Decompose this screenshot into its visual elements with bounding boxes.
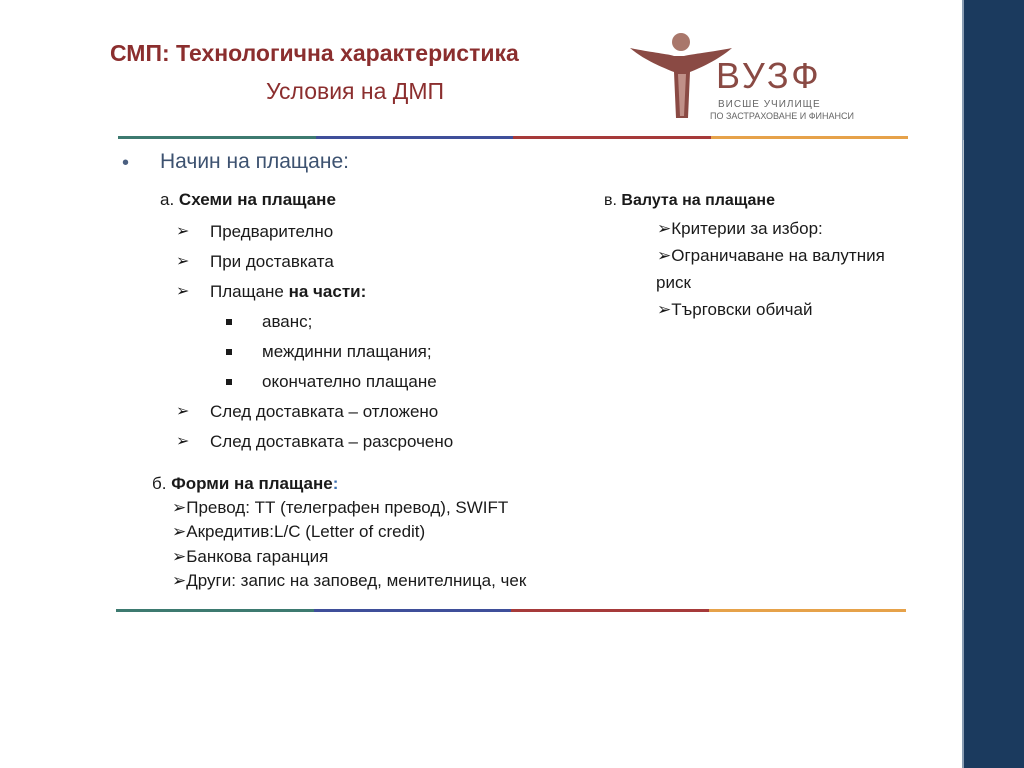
section-b-heading	[152, 474, 338, 494]
section-a-title: Схеми на плащане	[178, 190, 336, 209]
section-b-item: ➢Банкова гаранция	[172, 547, 329, 566]
section-v-heading	[604, 192, 775, 210]
logo-subtitle-1: ВИСШЕ УЧИЛИЩЕ	[718, 99, 821, 110]
square-bullet-icon	[226, 379, 232, 385]
logo-subtitle-2: ПО ЗАСТРАХОВАНЕ И ФИНАНСИ	[710, 111, 854, 121]
sub-item: аванс;	[262, 312, 313, 331]
sub-item: окончателно плащане	[262, 372, 437, 391]
bullet-icon: •	[122, 152, 130, 174]
section-b-item: ➢Превод: ТТ (телеграфен превод), SWIFT	[172, 498, 509, 517]
section-a-item: При доставката	[210, 252, 334, 271]
section-v-item: ➢Ограничаване на валутния	[657, 246, 885, 265]
sub-item: междинни плащания;	[262, 342, 432, 361]
arrow-icon: ➢	[176, 223, 190, 240]
arrow-icon: ➢	[176, 283, 190, 300]
logo-head-icon	[672, 33, 690, 51]
logo-name: ВУЗФ	[716, 55, 822, 96]
arrow-icon: ➢	[176, 403, 190, 420]
section-v-item: ➢Критерии за избор:	[657, 219, 823, 238]
frame-line	[963, 140, 964, 610]
item3-prefix: Плащане	[210, 282, 289, 301]
section-b-title: Форми на плащане	[171, 474, 333, 493]
arrow-icon: ➢	[176, 253, 190, 270]
section-a-item: След доставката – отложено	[210, 402, 439, 421]
section-a-item	[210, 282, 366, 302]
square-bullet-icon	[226, 319, 232, 325]
section-v-prefix: в.	[604, 192, 617, 209]
vuzf-logo	[628, 30, 908, 130]
section-b-item: ➢Акредитив:L/C (Letter of credit)	[172, 522, 426, 541]
section-a-prefix: а.	[160, 190, 175, 209]
section-a-item: Предварително	[210, 222, 334, 241]
top-divider	[118, 136, 908, 139]
section-b-prefix: б.	[152, 474, 167, 493]
section-v-title: Валута на плащане	[621, 192, 775, 209]
slide-title: СМП: Технологична характеристика	[110, 40, 519, 66]
section-b-item: ➢Други: запис на заповед, менителница, чек	[172, 571, 527, 590]
square-bullet-icon	[226, 349, 232, 355]
bottom-divider	[116, 609, 906, 612]
arrow-icon: ➢	[176, 433, 190, 450]
section-a-item: След доставката – разсрочено	[210, 432, 454, 451]
right-decorative-bar	[962, 0, 1024, 768]
section-v-item: ➢Търговски обичай	[657, 300, 813, 319]
section-a-heading	[160, 190, 336, 210]
slide-subtitle: Условия на ДМП	[265, 78, 445, 104]
section-v-item-cont: риск	[656, 273, 691, 292]
section-b-colon: :	[332, 474, 339, 493]
item3-bold: на части:	[288, 282, 367, 301]
main-bullet-text: Начин на плащане:	[160, 150, 349, 173]
